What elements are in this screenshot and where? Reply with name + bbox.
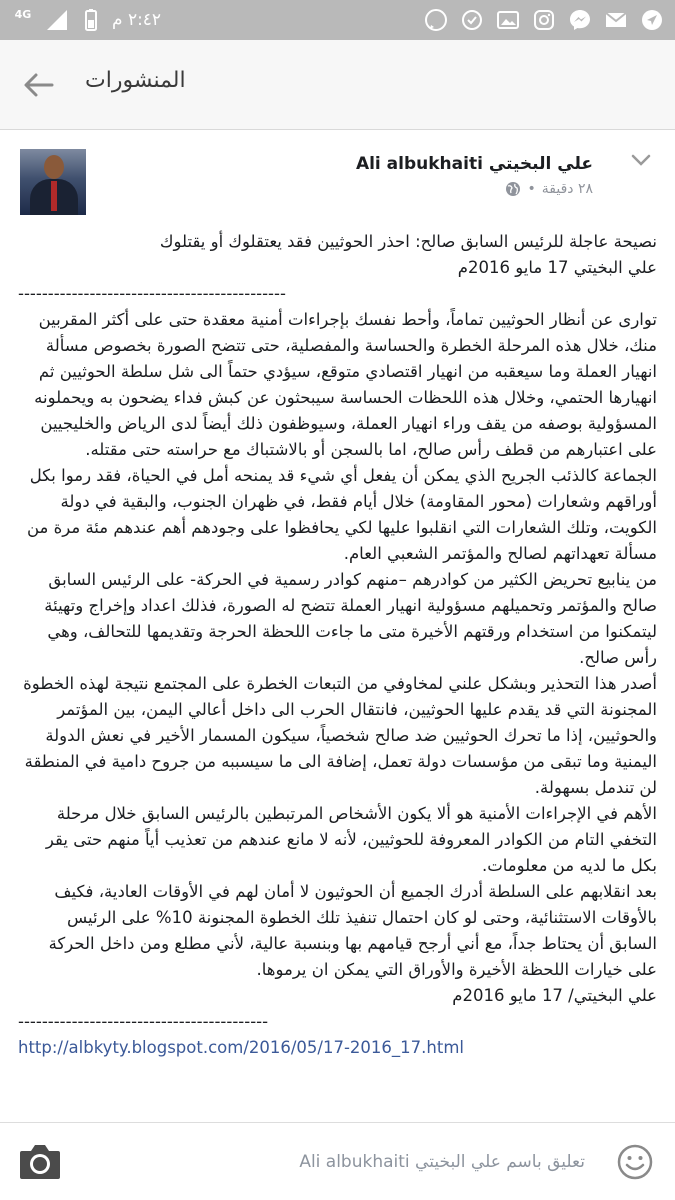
meta-separator: • — [527, 181, 536, 197]
battery-icon — [78, 7, 104, 33]
chat-icon — [423, 7, 449, 33]
post-divider: ------------------------------------------ — [18, 1012, 269, 1031]
comment-bar — [0, 1122, 675, 1200]
post-time[interactable]: ٢٨ دقيقة — [541, 181, 593, 197]
gallery-icon — [495, 7, 521, 33]
network-label: 4G — [14, 7, 32, 21]
post-meta — [505, 181, 593, 197]
status-left — [10, 0, 161, 40]
clock: ٢:٤٢ م — [112, 10, 162, 30]
post-signature: علي البخيتي/ 17 مايو 2016م — [452, 986, 657, 1005]
instagram-icon — [531, 7, 557, 33]
post-paragraph: الجماعة كالذئب الجريح الذي يمكن أن يفعل أي شيء قد يمنحه أمل في الحياة، فقد رموا بكل أوراقهم وشعارات (محور المقاومة) خلال أيام فقط، في ظهران الجنوب، والبقية في دولة الكويت، وتلك الشعارات التي انقلبوا عليها لكي يحافظوا على وجودهم أهم عندهم مئة مرة من مسألة تعهداتهم لصالح والمؤتمر الشعبي العام. — [26, 466, 657, 563]
post-author[interactable]: علي البخيتي Ali albukhaiti — [355, 154, 593, 174]
post-divider: --------------------------------------------- — [18, 284, 286, 303]
status-bar — [0, 0, 675, 40]
post-paragraph: أصدر هذا التحذير وبشكل علني لمخاوفي من التبعات الخطرة على المجتمع نتيجة لهذه الخطوة المجنونة التي قد يقدم عليها الحوثيين، فانتقال الحرب الى داخل أعالي اليمن، بين المؤتمر والحوثيين، إذا ما تحرك الحوثيين ضد صالح شخصياً، سيكون المسمار الأخير في نعش الدولة اليمنية وما تبقى من مؤسسات دولة تعمل، إضافة الى ما سيسببه من جروح دامية في المنطقة لن تندمل بسهولة. — [23, 674, 657, 797]
post-paragraph: توارى عن أنظار الحوثيين تماماً، وأحط نفسك بإجراءات أمنية معقدة حتى على أكثر المقربين منك، خلال هذه المرحلة الخطرة والحساسة والمفصلية، حتى تتضح الصورة بخصوص مسألة انهيار العملة وما سيعقبه من انهيار اقتصادي متوقع، سيؤدي حتماً الى شل سلطة الحوثيين ثم انهيارها الحتمي، وخلال هذه اللحظات الحساسة سيبحثون عن كبش فداء يضحون به ويحملونه المسؤولية بوصفه من يقف وراء انهيار العملة، وسيوظفون ذلك أيضاً لدى الرياض والخليجيين على اعتبارهم من قطف رأس صالح، اما بالسجن أو بالاشتباك مع حراسته حتى مقتله. — [34, 310, 657, 459]
post-paragraph: من ينابيع تحريض الكثير من كوادرهم –منهم كوادر رسمية في الحركة- على الرئيس السابق صالح والمؤتمر وتحميلهم مسؤولية انهيار العملة تتضح له الصورة، فذلك اعداد وإخراج وتهيئة ليتمكنوا من استخدام ورقتهم الأخيرة متى ما جاءت اللحظة الحرجة وتقديمها للتحالف، وهي رأس صالح. — [44, 570, 657, 667]
post-link[interactable]: http://albkyty.blogspot.com/2016/05/17-2016_17.html — [18, 1038, 464, 1057]
post-body — [18, 229, 657, 1061]
post-paragraph: الأهم في الإجراءات الأمنية هو ألا يكون الأشخاص المرتبطين بالرئيس السابق خلال مرحلة التخفي التام من الكوادر المعروفة للحوثيين، لأنه لا مانع عندهم من تعذيب أياً منهم حتى يقر بكل ما لديه من معلومات. — [45, 804, 657, 875]
post-paragraph: بعد انقلابهم على السلطة أدرك الجميع أن الحوثيون لا أمان لهم في الأوقات العادية، فكيف بالأوقات الاستثنائية، وحتى لو كان احتمال تنفيذ تلك الخطوة المجنونة 10% على الرئيس السابق أن يحتاط جداً، مع أني أرجح قيامهم بها وبنسبة عالية، لأني مطلع ومن داخل الحركة على خيارات اللحظة الأخيرة والأوراق التي يمكن ان يرموها. — [48, 882, 657, 979]
emoji-icon[interactable] — [616, 1143, 654, 1181]
chevron-down-icon[interactable] — [630, 149, 652, 171]
post-byline: علي البخيتي 17 مايو 2016م — [457, 258, 657, 277]
comment-input[interactable] — [90, 1147, 585, 1177]
globe-icon — [505, 181, 521, 197]
avatar[interactable] — [20, 149, 86, 215]
post-headline: نصيحة عاجلة للرئيس السابق صالح: احذر الحوثيين فقد يعتقلوك أو يقتلوك — [159, 232, 657, 251]
camera-icon[interactable] — [18, 1141, 62, 1181]
back-arrow-icon[interactable] — [22, 68, 56, 102]
signal-icon — [44, 7, 70, 33]
navigation-icon — [639, 7, 665, 33]
post-card — [0, 131, 675, 1121]
page-title: المنشورات — [85, 68, 186, 93]
network-type-icon — [10, 7, 36, 33]
mail-icon — [603, 7, 629, 33]
messenger-icon — [567, 7, 593, 33]
app-header — [0, 40, 675, 130]
status-notifications — [423, 0, 665, 40]
whatsapp-icon — [459, 7, 485, 33]
